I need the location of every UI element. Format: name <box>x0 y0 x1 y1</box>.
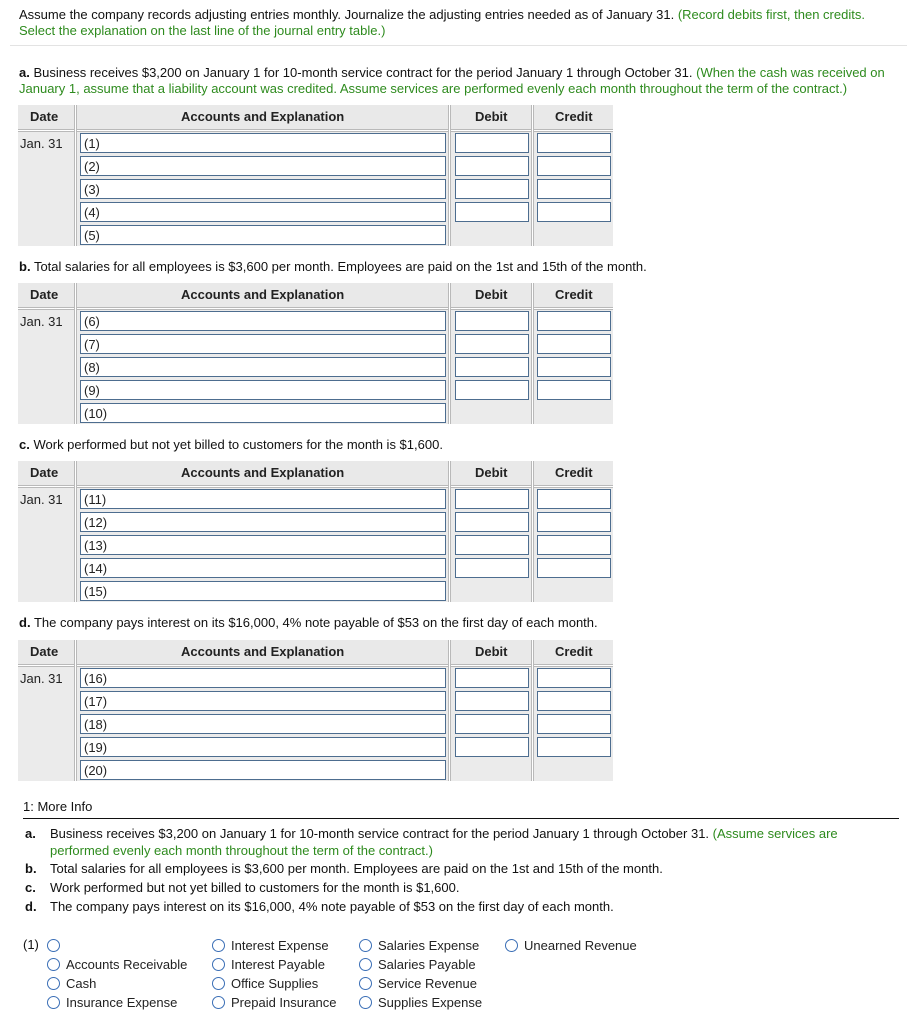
more-info-item <box>25 879 899 896</box>
account-input[interactable]: (14) <box>80 558 446 578</box>
section-prompt-b <box>19 259 899 275</box>
more-info-title: 1: More Info <box>23 799 93 814</box>
section-prompt-c <box>19 437 899 453</box>
debit-input[interactable] <box>455 714 529 734</box>
column-separator <box>448 105 451 246</box>
section-note: (When the cash was received on January 1, assume that a liability account was credited. Assume services are performed evenly each month throughout the term of the contract.) <box>19 65 885 96</box>
header-credit: Credit <box>555 465 593 480</box>
journal-table-header <box>18 283 613 307</box>
header-debit: Debit <box>475 109 508 124</box>
header-date: Date <box>30 287 59 302</box>
option-label: Supplies Expense <box>378 995 483 1010</box>
more-info-label: c. <box>25 880 36 895</box>
radio-button[interactable] <box>47 996 60 1009</box>
credit-input[interactable] <box>537 357 611 377</box>
journal-table-a <box>18 105 613 246</box>
radio-button[interactable] <box>359 977 372 990</box>
account-input[interactable]: (2) <box>80 156 446 176</box>
entry-date: Jan. 31 <box>20 314 63 329</box>
radio-button[interactable] <box>505 939 518 952</box>
radio-button[interactable] <box>359 958 372 971</box>
option-label: Cash <box>66 976 97 991</box>
debit-input[interactable] <box>455 535 529 555</box>
more-info-item <box>25 825 899 859</box>
radio-button[interactable] <box>212 996 225 1009</box>
debit-input[interactable] <box>455 489 529 509</box>
instructions-note: (Record debits first, then credits. Select the explanation on the last line of the journal entry table.) <box>19 7 865 38</box>
section-text: The company pays interest on its $16,000, 4% note payable of $53 on the first day of each month. <box>33 615 598 630</box>
debit-input[interactable] <box>455 202 529 222</box>
instructions-main: Assume the company records adjusting entries monthly. Journalize the adjusting entries needed as of January 31. <box>19 7 675 22</box>
column-separator <box>531 283 534 424</box>
option-label: Accounts Receivable <box>66 957 188 972</box>
account-input[interactable]: (12) <box>80 512 446 532</box>
option-office-supplies[interactable] <box>212 975 318 993</box>
account-input[interactable]: (7) <box>80 334 446 354</box>
journal-table-header <box>18 461 613 485</box>
account-input[interactable]: (4) <box>80 202 446 222</box>
account-input[interactable]: (8) <box>80 357 446 377</box>
more-info-sentence: The company pays interest on its $16,000, 4% note payable of $53 on the first day of each month. <box>50 899 614 914</box>
option-label: Salaries Payable <box>378 957 476 972</box>
more-info-sentence: Work performed but not yet billed to customers for the month is $1,600. <box>50 880 460 895</box>
journal-table-b <box>18 283 613 424</box>
credit-input[interactable] <box>537 535 611 555</box>
radio-button[interactable] <box>212 958 225 971</box>
options-number: (1) <box>23 937 39 952</box>
debit-input[interactable] <box>455 334 529 354</box>
radio-button[interactable] <box>212 977 225 990</box>
more-info-item <box>25 860 899 877</box>
section-label: c. <box>19 437 30 452</box>
top-divider <box>10 45 907 46</box>
option-salaries-payable[interactable] <box>359 956 476 974</box>
entry-date: Jan. 31 <box>20 136 63 151</box>
option-label: Unearned Revenue <box>524 938 637 953</box>
debit-input[interactable] <box>455 668 529 688</box>
account-input[interactable]: (6) <box>80 311 446 331</box>
header-account: Accounts and Explanation <box>181 287 345 302</box>
debit-input[interactable] <box>455 691 529 711</box>
entry-date: Jan. 31 <box>20 671 63 686</box>
column-separator <box>448 640 451 781</box>
section-label: a. <box>19 65 30 80</box>
credit-input[interactable] <box>537 558 611 578</box>
option-label: Interest Payable <box>231 957 325 972</box>
header-rule <box>18 129 613 132</box>
option-insurance-expense[interactable] <box>47 994 177 1012</box>
option-interest-expense[interactable] <box>212 937 329 955</box>
more-info-label: a. <box>25 826 36 841</box>
header-credit: Credit <box>555 109 593 124</box>
debit-input[interactable] <box>455 512 529 532</box>
option-label: Salaries Expense <box>378 938 480 953</box>
more-info-label: d. <box>25 899 37 914</box>
account-input[interactable]: (10) <box>80 403 446 423</box>
account-input[interactable]: (1) <box>80 133 446 153</box>
credit-input[interactable] <box>537 179 611 199</box>
more-info-item <box>25 898 899 915</box>
credit-input[interactable] <box>537 714 611 734</box>
option-label: Office Supplies <box>231 976 319 991</box>
more-info-sentence: Total salaries for all employees is $3,600 per month. Employees are paid on the 1st and 15th of the month. <box>50 861 663 876</box>
column-separator <box>74 640 77 781</box>
column-separator <box>74 105 77 246</box>
more-info-note: (Assume services are performed evenly each month throughout the term of the contract.) <box>50 826 838 858</box>
account-input[interactable]: (13) <box>80 535 446 555</box>
more-info-text <box>50 860 899 877</box>
option-prepaid-insurance[interactable] <box>212 994 337 1012</box>
section-label: b. <box>19 259 31 274</box>
credit-input[interactable] <box>537 156 611 176</box>
radio-button[interactable] <box>212 939 225 952</box>
section-label: d. <box>19 615 31 630</box>
account-input[interactable]: (17) <box>80 691 446 711</box>
credit-input[interactable] <box>537 668 611 688</box>
debit-input[interactable] <box>455 311 529 331</box>
account-input[interactable]: (5) <box>80 225 446 245</box>
header-credit: Credit <box>555 287 593 302</box>
header-rule <box>18 664 613 667</box>
section-text: Business receives $3,200 on January 1 for 10-month service contract for the period January 1 through October 31. <box>33 65 693 80</box>
header-debit: Debit <box>475 644 508 659</box>
option-service-revenue[interactable] <box>359 975 477 993</box>
journal-table-header <box>18 640 613 664</box>
option-blank[interactable] <box>47 937 66 955</box>
header-rule <box>18 307 613 310</box>
section-prompt-d <box>19 615 899 631</box>
account-input[interactable]: (9) <box>80 380 446 400</box>
header-account: Accounts and Explanation <box>181 109 345 124</box>
debit-input[interactable] <box>455 357 529 377</box>
debit-input[interactable] <box>455 737 529 757</box>
account-input[interactable]: (15) <box>80 581 446 601</box>
account-input[interactable]: (11) <box>80 489 446 509</box>
journal-table-c <box>18 461 613 602</box>
section-prompt-a <box>19 65 899 97</box>
account-input[interactable]: (19) <box>80 737 446 757</box>
journal-table-d <box>18 640 613 781</box>
more-info-label: b. <box>25 861 37 876</box>
header-debit: Debit <box>475 287 508 302</box>
option-supplies-expense[interactable] <box>359 994 482 1012</box>
credit-input[interactable] <box>537 512 611 532</box>
radio-button[interactable] <box>47 958 60 971</box>
more-info-divider <box>23 818 899 819</box>
radio-button[interactable] <box>359 996 372 1009</box>
column-separator <box>531 105 534 246</box>
credit-input[interactable] <box>537 737 611 757</box>
column-separator <box>531 461 534 602</box>
more-info-text <box>50 825 899 859</box>
journal-table-header <box>18 105 613 129</box>
option-salaries-expense[interactable] <box>359 937 479 955</box>
column-separator <box>448 461 451 602</box>
header-debit: Debit <box>475 465 508 480</box>
credit-input[interactable] <box>537 380 611 400</box>
account-input[interactable]: (18) <box>80 714 446 734</box>
credit-input[interactable] <box>537 489 611 509</box>
column-separator <box>74 283 77 424</box>
instructions <box>19 7 899 39</box>
debit-input[interactable] <box>455 156 529 176</box>
option-cash[interactable] <box>47 975 96 993</box>
section-text: Work performed but not yet billed to customers for the month is $1,600. <box>33 437 443 452</box>
account-input[interactable]: (16) <box>80 668 446 688</box>
radio-button[interactable] <box>47 939 60 952</box>
debit-input[interactable] <box>455 133 529 153</box>
account-input[interactable]: (20) <box>80 760 446 780</box>
credit-input[interactable] <box>537 334 611 354</box>
header-rule <box>18 485 613 488</box>
debit-input[interactable] <box>455 179 529 199</box>
more-info-text <box>50 898 899 915</box>
more-info-sentence: Business receives $3,200 on January 1 for 10-month service contract for the period January 1 through October 31. <box>50 826 710 841</box>
option-label: Interest Expense <box>231 938 329 953</box>
credit-input[interactable] <box>537 691 611 711</box>
more-info-text <box>50 879 899 896</box>
option-unearned-revenue[interactable] <box>505 937 637 955</box>
column-separator <box>74 461 77 602</box>
header-credit: Credit <box>555 644 593 659</box>
option-label: Service Revenue <box>378 976 477 991</box>
option-accounts-receivable[interactable] <box>47 956 187 974</box>
radio-button[interactable] <box>47 977 60 990</box>
column-separator <box>448 283 451 424</box>
header-account: Accounts and Explanation <box>181 644 345 659</box>
option-label: Prepaid Insurance <box>231 995 337 1010</box>
entry-date: Jan. 31 <box>20 492 63 507</box>
credit-input[interactable] <box>537 311 611 331</box>
section-text: Total salaries for all employees is $3,600 per month. Employees are paid on the 1st and 15th of the month. <box>33 259 647 274</box>
header-account: Accounts and Explanation <box>181 465 345 480</box>
header-date: Date <box>30 109 59 124</box>
credit-input[interactable] <box>537 133 611 153</box>
debit-input[interactable] <box>455 558 529 578</box>
header-date: Date <box>30 644 59 659</box>
credit-input[interactable] <box>537 202 611 222</box>
header-date: Date <box>30 465 59 480</box>
radio-button[interactable] <box>359 939 372 952</box>
column-separator <box>531 640 534 781</box>
debit-input[interactable] <box>455 380 529 400</box>
option-interest-payable[interactable] <box>212 956 325 974</box>
account-input[interactable]: (3) <box>80 179 446 199</box>
option-label: Insurance Expense <box>66 995 178 1010</box>
